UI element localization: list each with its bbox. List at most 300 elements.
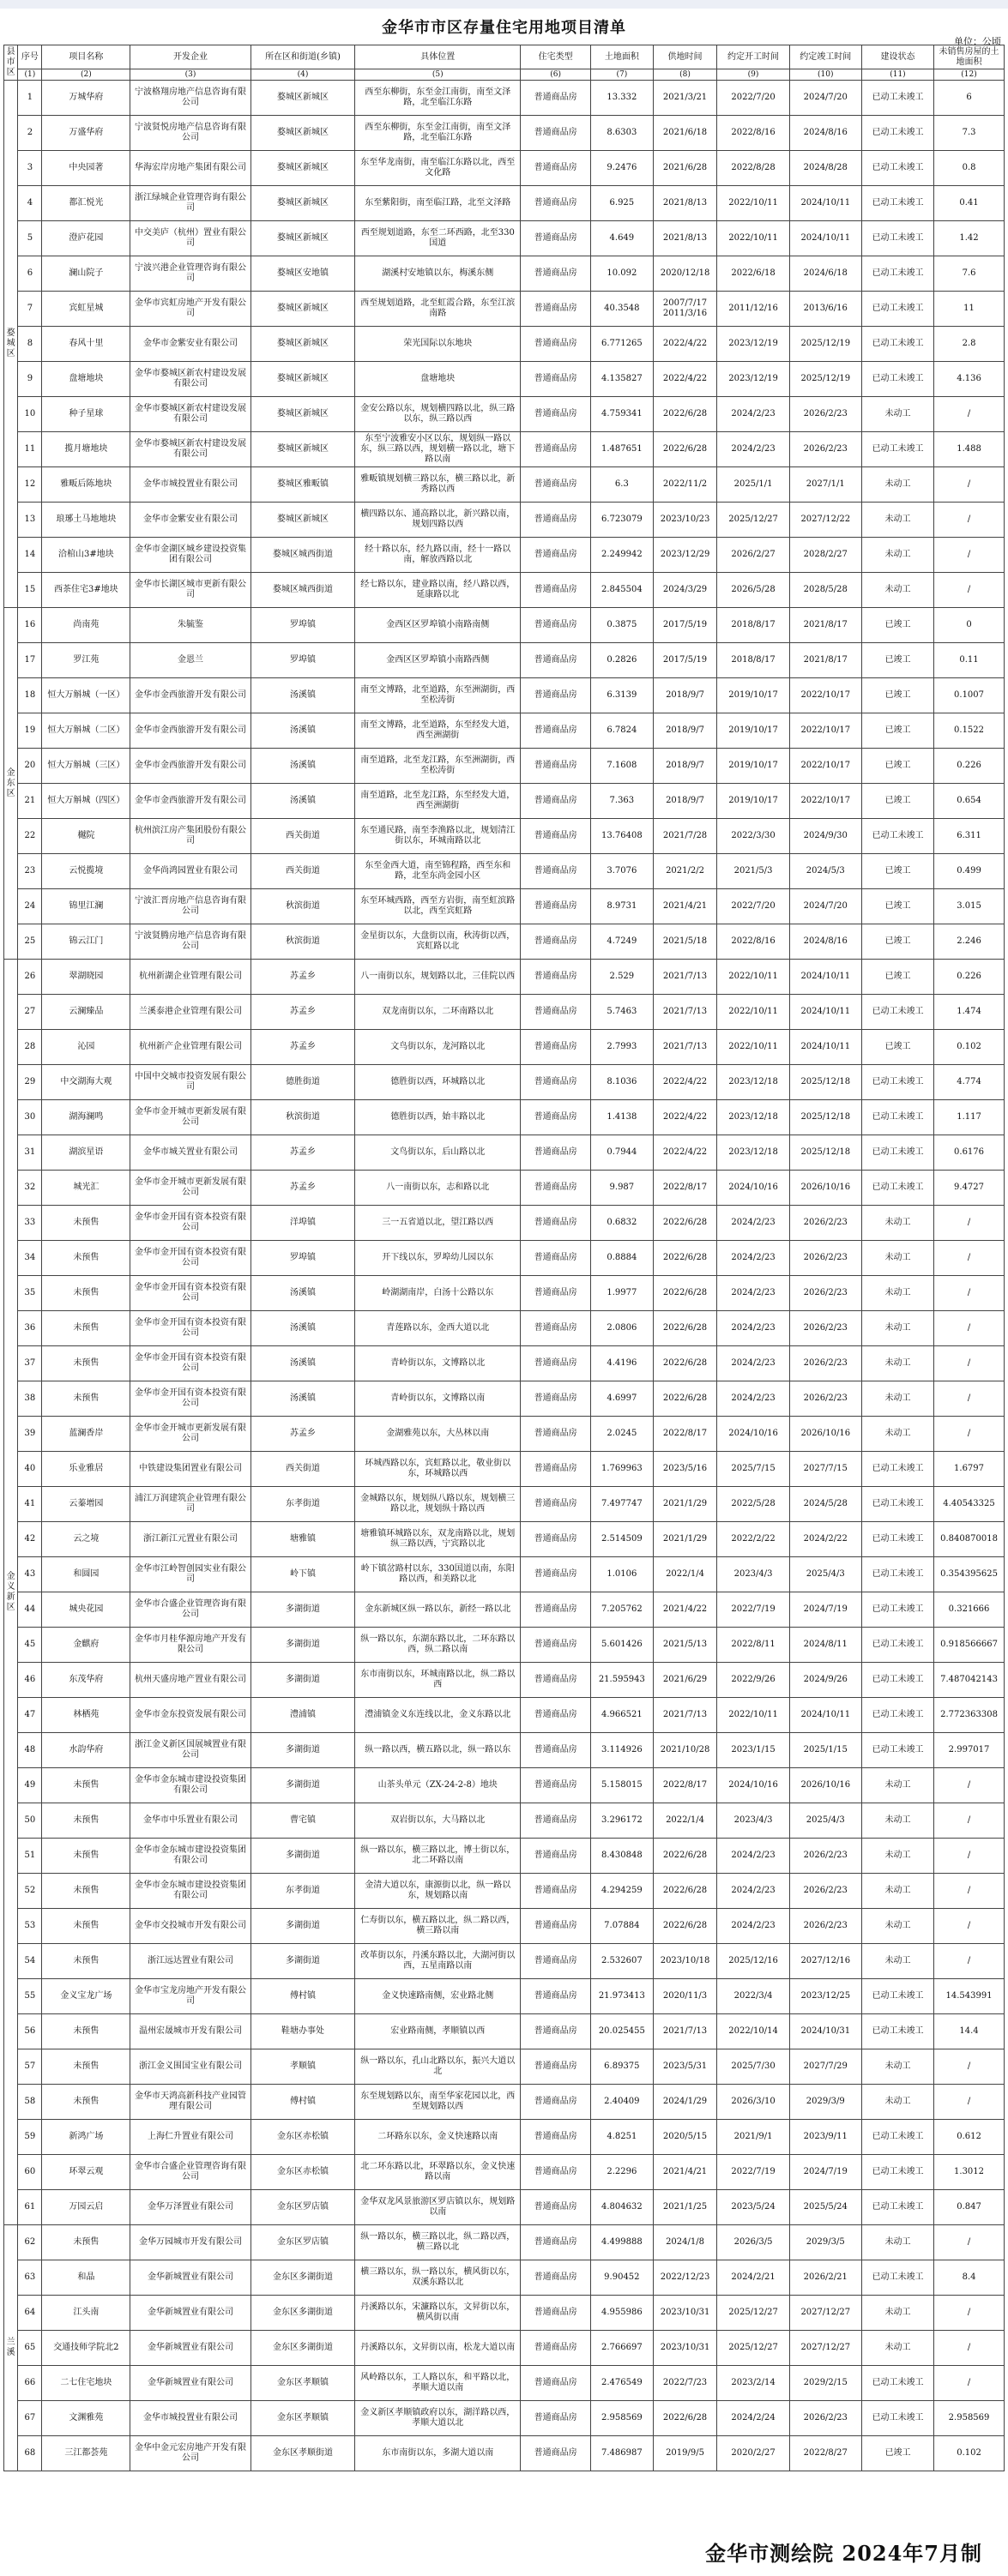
table-cell: 20.025455 [591, 2014, 654, 2049]
column-index: (7) [591, 69, 654, 81]
table-cell: 湖滨星语 [42, 1135, 130, 1171]
table-cell: 2028/5/28 [789, 573, 861, 608]
table-cell: 2022/10/17 [789, 749, 861, 784]
table-cell: 2022/4/22 [653, 327, 717, 362]
table-cell: 未动工 [861, 1944, 933, 1979]
table-row [4, 784, 1005, 819]
table-cell: 46 [18, 1663, 42, 1698]
table-cell: 2.0245 [591, 1417, 654, 1452]
table-cell: 未动工 [861, 2085, 933, 2120]
table-cell: 2019/10/17 [717, 713, 789, 749]
table-cell: 金华市月桂华源房地产开发有限公司 [130, 1628, 250, 1663]
table-cell: 东至通民路，南至李渔路以北，规划清江街以东，环城南路以北 [355, 819, 521, 854]
table-cell: 普通商品房 [521, 2155, 591, 2190]
table-cell: 2021/4/21 [653, 2155, 717, 2190]
table-row [4, 995, 1005, 1030]
table-cell: 2020/12/18 [653, 256, 717, 292]
table-cell: 金华新城置业有限公司 [130, 2331, 250, 2366]
table-row [4, 151, 1005, 186]
table-cell: 10 [18, 397, 42, 432]
table-cell: 2.772363308 [934, 1698, 1005, 1733]
table-cell: 4.136 [934, 362, 1005, 397]
table-cell: 已动工未竣工 [861, 1698, 933, 1733]
table-cell: 经十路以东，经九路以南，经十一路以南，解放西路以北 [355, 538, 521, 573]
table-cell: 未预售 [42, 1346, 130, 1381]
table-cell: 普通商品房 [521, 2190, 591, 2225]
region-cell: 金义新区 [4, 960, 18, 2225]
table-cell: 0.3875 [591, 608, 654, 643]
table-row [4, 1452, 1005, 1487]
table-cell: 荣光国际以东地块 [355, 327, 521, 362]
table-cell: 普通商品房 [521, 1100, 591, 1135]
table-cell: 13.332 [591, 81, 654, 116]
table-cell: 2019/10/17 [717, 784, 789, 819]
table-row [4, 1768, 1005, 1803]
table-cell: 0.6176 [934, 1135, 1005, 1171]
table-cell: 金东区多湖街道 [250, 2331, 355, 2366]
table-cell: 普通商品房 [521, 1417, 591, 1452]
table-cell: / [934, 397, 1005, 432]
table-cell: 仁寿街以东，横五路以北，纵二路以西，横三路以南 [355, 1909, 521, 1944]
table-cell: 2026/2/23 [789, 1346, 861, 1381]
table-cell: / [934, 503, 1005, 538]
footer-credit: 金华市测绘院 2024年7月制 [705, 2541, 982, 2566]
table-cell: 金华市婺城区新农村建设发展有限公司 [130, 397, 250, 432]
table-cell: 傅村镇 [250, 2085, 355, 2120]
table-cell: 2024/10/11 [789, 1030, 861, 1065]
table-cell: 2022/9/26 [717, 1663, 789, 1698]
table-cell: 2025/1/15 [789, 1733, 861, 1768]
table-cell: 2025/12/18 [789, 1100, 861, 1135]
table-cell: 普通商品房 [521, 397, 591, 432]
table-cell: 35 [18, 1276, 42, 1311]
table-cell: 已竣工 [861, 1030, 933, 1065]
table-cell: 苏孟乡 [250, 1171, 355, 1206]
table-cell: 2.476549 [591, 2366, 654, 2401]
table-cell: 金湖雅苑以东，大丛林以南 [355, 1417, 521, 1452]
table-cell: 2021/10/28 [653, 1733, 717, 1768]
table-cell: 2022/8/17 [653, 1417, 717, 1452]
table-cell: 已动工未竣工 [861, 1452, 933, 1487]
table-cell: 7.497747 [591, 1487, 654, 1522]
table-row [4, 1909, 1005, 1944]
table-cell: 2024/10/11 [789, 960, 861, 995]
table-cell: 2028/2/27 [789, 538, 861, 573]
table-cell: 普通商品房 [521, 1487, 591, 1522]
table-cell: 金华市城投置业有限公司 [130, 2401, 250, 2436]
table-cell: 华海宏岸房地产集团有限公司 [130, 151, 250, 186]
table-cell: 金恩兰 [130, 643, 250, 678]
table-cell: 已竣工 [861, 784, 933, 819]
table-cell: 2022/8/27 [789, 2436, 861, 2471]
table-cell: 金华市城投置业有限公司 [130, 467, 250, 503]
table-cell: 已动工未竣工 [861, 327, 933, 362]
table-row [4, 432, 1005, 467]
table-cell: 普通商品房 [521, 960, 591, 995]
table-cell: 2022/10/11 [717, 186, 789, 221]
table-cell: 43 [18, 1557, 42, 1592]
table-cell: 42 [18, 1522, 42, 1557]
table-cell: 2022/8/16 [717, 924, 789, 960]
table-cell: 金华市金开国有资本投资有限公司 [130, 1276, 250, 1311]
table-cell: 未预售 [42, 1768, 130, 1803]
table-cell: 东孝街道 [250, 1487, 355, 1522]
table-row [4, 1241, 1005, 1276]
table-cell: 2024/10/11 [789, 221, 861, 256]
table-cell: 普通商品房 [521, 1663, 591, 1698]
table-cell: 丹溪路以东，文昇街以南，松龙大道以南 [355, 2331, 521, 2366]
table-cell: 2021/8/13 [653, 186, 717, 221]
table-cell: 15 [18, 573, 42, 608]
table-cell: 蓝澜香岸 [42, 1417, 130, 1452]
table-cell: 金华市金东城市建设投资集团有限公司 [130, 1839, 250, 1874]
table-cell: 秋滨街道 [250, 889, 355, 924]
table-cell: / [934, 1381, 1005, 1417]
table-row [4, 1065, 1005, 1100]
table-cell: 金华市金西旅游开发有限公司 [130, 678, 250, 713]
table-cell: 已竣工 [861, 889, 933, 924]
table-row [4, 1698, 1005, 1733]
table-cell: 5.158015 [591, 1768, 654, 1803]
table-cell: 2022/4/22 [653, 1100, 717, 1135]
table-cell: 2021/1/29 [653, 1487, 717, 1522]
table-cell: 未预售 [42, 2014, 130, 2049]
table-cell: / [934, 1206, 1005, 1241]
table-cell: 已动工未竣工 [861, 432, 933, 467]
table-cell: 未预售 [42, 1944, 130, 1979]
table-cell: 61 [18, 2190, 42, 2225]
table-cell: 岭下镇岔路村以东，330国道以南，东阳路以西，和美路以北 [355, 1557, 521, 1592]
table-cell: 1.0106 [591, 1557, 654, 1592]
table-cell: 2.766697 [591, 2331, 654, 2366]
table-cell: 普通商品房 [521, 854, 591, 889]
table-cell: 二环路东以东，金义快速路以南 [355, 2120, 521, 2155]
table-row [4, 1311, 1005, 1346]
table-cell: 锦云江门 [42, 924, 130, 960]
table-cell: 14.543991 [934, 1979, 1005, 2014]
table-cell: 和晶 [42, 2260, 130, 2296]
table-cell: 婺城区新城区 [250, 432, 355, 467]
table-cell: 2024/10/11 [789, 995, 861, 1030]
table-cell: 9.4727 [934, 1171, 1005, 1206]
table-cell: 普通商品房 [521, 784, 591, 819]
table-cell: 翠湖晓园 [42, 960, 130, 995]
table-cell: 24 [18, 889, 42, 924]
table-cell: 东至环城西路，西至方岩街，南至虹滨路以北，西至宾虹路 [355, 889, 521, 924]
table-cell: 1 [18, 81, 42, 116]
table-cell: 多湖街道 [250, 1663, 355, 1698]
column-index: (9) [717, 69, 789, 81]
table-cell: 2024/2/23 [717, 1346, 789, 1381]
table-row [4, 2225, 1005, 2260]
table-cell: 已竣工 [861, 924, 933, 960]
table-cell: 江头南 [42, 2296, 130, 2331]
table-cell: 金华市金开城市更新发展有限公司 [130, 1417, 250, 1452]
table-cell: 55 [18, 1979, 42, 2014]
table-cell: 丹溪路以东，宋濂路以东，文昇街以东，横风街以南 [355, 2296, 521, 2331]
table-row [4, 221, 1005, 256]
table-cell: 西茶住宅3#地块 [42, 573, 130, 608]
table-cell: 2026/2/23 [789, 1874, 861, 1909]
table-cell: 33 [18, 1206, 42, 1241]
table-cell: 2.246 [934, 924, 1005, 960]
table-cell: 三一五省道以北，望江路以西 [355, 1206, 521, 1241]
table-cell: 39 [18, 1417, 42, 1452]
table-cell: 傅村镇 [250, 1979, 355, 2014]
table-cell: 八一南街以东，规划路以北，三佳院以西 [355, 960, 521, 995]
column-index: (5) [355, 69, 521, 81]
table-row [4, 1944, 1005, 1979]
table-cell: 2022/7/19 [717, 2155, 789, 2190]
table-cell: 横四路以东、通高路以北，新兴路以南，规划四路以西 [355, 503, 521, 538]
table-cell: 中交美庐（杭州）置业有限公司 [130, 221, 250, 256]
table-cell: 2024/10/16 [717, 1417, 789, 1452]
table-cell: 47 [18, 1698, 42, 1733]
table-cell: 0.321666 [934, 1592, 1005, 1628]
table-row [4, 1628, 1005, 1663]
table-cell: 已动工未竣工 [861, 1979, 933, 2014]
table-cell: 28 [18, 1030, 42, 1065]
table-cell: 2023/4/3 [717, 1803, 789, 1839]
table-cell: 林栖苑 [42, 1698, 130, 1733]
table-cell: 6 [18, 256, 42, 292]
table-cell: 3 [18, 151, 42, 186]
table-cell: 2024/1/8 [653, 2225, 717, 2260]
table-cell: 2 [18, 116, 42, 151]
table-cell: / [934, 1346, 1005, 1381]
table-cell: 2022/6/28 [653, 2401, 717, 2436]
table-cell: 南至文博路，北至道路，东至洲湖街，西至松涛街 [355, 678, 521, 713]
table-cell: 2022/4/22 [653, 1065, 717, 1100]
table-cell: / [934, 1311, 1005, 1346]
table-cell: 普通商品房 [521, 749, 591, 784]
table-cell: 苏孟乡 [250, 1135, 355, 1171]
table-cell: 7.6 [934, 256, 1005, 292]
table-row [4, 2366, 1005, 2401]
table-row [4, 1487, 1005, 1522]
table-cell: 2024/10/16 [717, 1768, 789, 1803]
table-cell: 已动工未竣工 [861, 2190, 933, 2225]
column-header: 县市区 [4, 45, 18, 81]
table-cell: 环翠云观 [42, 2155, 130, 2190]
table-cell: 东孝街道 [250, 1874, 355, 1909]
table-cell: 未动工 [861, 1206, 933, 1241]
table-cell: 2023/12/19 [717, 362, 789, 397]
table-cell: 2024/9/30 [789, 819, 861, 854]
table-cell: 普通商品房 [521, 1276, 591, 1311]
table-cell: 2011/12/16 [717, 292, 789, 327]
table-cell: 已动工未竣工 [861, 1592, 933, 1628]
table-cell: 乐业雅居 [42, 1452, 130, 1487]
table-cell: 未预售 [42, 1311, 130, 1346]
table-cell: 婺城区新城区 [250, 503, 355, 538]
table-cell: 尚南苑 [42, 608, 130, 643]
table-cell: 0.1522 [934, 713, 1005, 749]
table-cell: 2024/3/29 [653, 573, 717, 608]
table-cell: 普通商品房 [521, 503, 591, 538]
table-cell: 多湖街道 [250, 1733, 355, 1768]
table-cell: 6.7824 [591, 713, 654, 749]
table-cell: 未预售 [42, 2085, 130, 2120]
table-cell: 澧浦镇 [250, 1698, 355, 1733]
table-cell: 6.771265 [591, 327, 654, 362]
table-cell: 未预售 [42, 2225, 130, 2260]
table-cell: 2018/9/7 [653, 678, 717, 713]
table-cell: 普通商品房 [521, 1030, 591, 1065]
table-cell: 普通商品房 [521, 2296, 591, 2331]
table-cell: 普通商品房 [521, 327, 591, 362]
table-cell: 2026/2/23 [789, 1311, 861, 1346]
table-row [4, 1874, 1005, 1909]
table-cell: 未预售 [42, 2049, 130, 2085]
table-cell: 金义宝龙广场 [42, 1979, 130, 2014]
column-index: (2) [42, 69, 130, 81]
table-cell: 2024/7/20 [789, 889, 861, 924]
table-cell: 普通商品房 [521, 432, 591, 467]
table-cell: 已动工未竣工 [861, 2014, 933, 2049]
table-cell: 2019/9/5 [653, 2436, 717, 2471]
table-cell: 2026/3/10 [717, 2085, 789, 2120]
table-cell: 54 [18, 1944, 42, 1979]
table-cell: 2021/7/13 [653, 995, 717, 1030]
table-cell: 金华市中乐置业有限公司 [130, 1803, 250, 1839]
table-row [4, 1979, 1005, 2014]
table-cell: 63 [18, 2260, 42, 2296]
column-header: 约定开工时间 [717, 45, 789, 69]
table-cell: 金东新城区纵一路以东，新经一路以北 [355, 1592, 521, 1628]
table-cell: 西至东柳街，东至金江南街，南至文泽路，北至临江东路 [355, 81, 521, 116]
table-cell: 金华市金开国有资本投资有限公司 [130, 1206, 250, 1241]
table-cell: 9.90452 [591, 2260, 654, 2296]
table-cell: 2.845504 [591, 573, 654, 608]
table-cell: 2026/2/27 [717, 538, 789, 573]
table-cell: 金华市城关置业有限公司 [130, 1135, 250, 1171]
table-cell: 2023/5/31 [653, 2049, 717, 2085]
table-cell: 恒大万斛城（二区） [42, 713, 130, 749]
table-cell: 7.363 [591, 784, 654, 819]
table-cell: 2024/2/23 [717, 1206, 789, 1241]
table-cell: 4.8251 [591, 2120, 654, 2155]
table-cell: / [934, 2225, 1005, 2260]
table-cell: 0.612 [934, 2120, 1005, 2155]
table-cell: 浙江金义新区国展城置业有限公司 [130, 1733, 250, 1768]
table-cell: 普通商品房 [521, 573, 591, 608]
table-cell: 已动工未竣工 [861, 151, 933, 186]
table-cell: 未动工 [861, 397, 933, 432]
table-cell: 普通商品房 [521, 292, 591, 327]
table-cell: 8 [18, 327, 42, 362]
table-cell: 2020/11/3 [653, 1979, 717, 2014]
project-table [3, 45, 1005, 2471]
table-cell: 金东区罗店镇 [250, 2190, 355, 2225]
table-cell: 6.3139 [591, 678, 654, 713]
column-header: 住宅类型 [521, 45, 591, 69]
table-cell: 2025/12/19 [789, 327, 861, 362]
table-cell: 东茂华府 [42, 1663, 130, 1698]
table-cell: 已竣工 [861, 2436, 933, 2471]
table-cell: 2024/8/16 [789, 924, 861, 960]
table-cell: 普通商品房 [521, 256, 591, 292]
table-cell: 38 [18, 1381, 42, 1417]
table-cell: 2022/6/28 [653, 1839, 717, 1874]
table-cell: 金华市金紫安业有限公司 [130, 327, 250, 362]
table-cell: 已动工未竣工 [861, 1135, 933, 1171]
table-cell: 和圆园 [42, 1557, 130, 1592]
table-cell: 西关街道 [250, 1452, 355, 1487]
table-cell: 已动工未竣工 [861, 1663, 933, 1698]
table-cell: 经七路以东，建业路以南，经八路以西，延康路以北 [355, 573, 521, 608]
table-cell: 婺城区新城区 [250, 116, 355, 151]
table-cell: 2023/12/18 [717, 1065, 789, 1100]
table-cell: 2021/7/13 [653, 2014, 717, 2049]
table-cell: 普通商品房 [521, 2225, 591, 2260]
table-cell: 中央园著 [42, 151, 130, 186]
table-cell: 未预售 [42, 1909, 130, 1944]
table-cell: 普通商品房 [521, 538, 591, 573]
table-cell: 21.973413 [591, 1979, 654, 2014]
table-cell: 已动工未竣工 [861, 362, 933, 397]
table-row [4, 2436, 1005, 2471]
header-index-row [4, 69, 1005, 81]
table-cell: 2024/2/23 [717, 1909, 789, 1944]
table-cell: 60 [18, 2155, 42, 2190]
table-cell: 雅畈后陈地块 [42, 467, 130, 503]
table-cell: / [934, 1276, 1005, 1311]
column-header: 所在区和街道(乡镇) [250, 45, 355, 69]
table-cell: 4.804632 [591, 2190, 654, 2225]
table-cell: 金西区区罗埠镇小南路南侧 [355, 608, 521, 643]
table-cell: 2022/1/4 [653, 1557, 717, 1592]
table-cell: 2022/4/22 [653, 1135, 717, 1171]
table-cell: 68 [18, 2436, 42, 2471]
table-cell: 2024/2/23 [717, 1311, 789, 1346]
table-cell: 0.102 [934, 2436, 1005, 2471]
region-cell: 金东区 [4, 608, 18, 960]
table-cell: 2024/10/16 [717, 1171, 789, 1206]
table-cell: / [934, 1944, 1005, 1979]
table-cell: 塘雅镇 [250, 1522, 355, 1557]
table-cell: 21 [18, 784, 42, 819]
table-cell: 1.3012 [934, 2155, 1005, 2190]
unit-label: 单位：公顷 [954, 36, 1001, 47]
table-cell: 婺城区新城区 [250, 221, 355, 256]
table-cell: 2022/10/14 [717, 2014, 789, 2049]
table-cell: 7 [18, 292, 42, 327]
table-cell: 2022/8/17 [653, 1171, 717, 1206]
table-cell: 金东区赤松镇 [250, 2120, 355, 2155]
table-cell: 已动工未竣工 [861, 292, 933, 327]
table-cell: 多湖街道 [250, 1768, 355, 1803]
table-cell: 2024/5/3 [789, 854, 861, 889]
table-cell: 0.11 [934, 643, 1005, 678]
table-cell: 2024/10/11 [789, 186, 861, 221]
table-cell: / [934, 2049, 1005, 2085]
table-cell: 种子星球 [42, 397, 130, 432]
table-cell: 18 [18, 678, 42, 713]
table-cell: 49 [18, 1768, 42, 1803]
table-cell: 普通商品房 [521, 2401, 591, 2436]
table-cell: 2025/12/18 [789, 1065, 861, 1100]
table-cell: 10.092 [591, 256, 654, 292]
table-cell: 4.649 [591, 221, 654, 256]
table-cell: 金华市合盛企业管理咨询有限公司 [130, 1592, 250, 1628]
table-cell: 中国中交城市投资发展有限公司 [130, 1065, 250, 1100]
table-cell: 2018/8/17 [717, 643, 789, 678]
table-cell: 2026/2/23 [789, 1839, 861, 1874]
table-cell: 金华新城置业有限公司 [130, 2296, 250, 2331]
table-cell: 婺城区新城区 [250, 292, 355, 327]
table-cell: 4.759341 [591, 397, 654, 432]
